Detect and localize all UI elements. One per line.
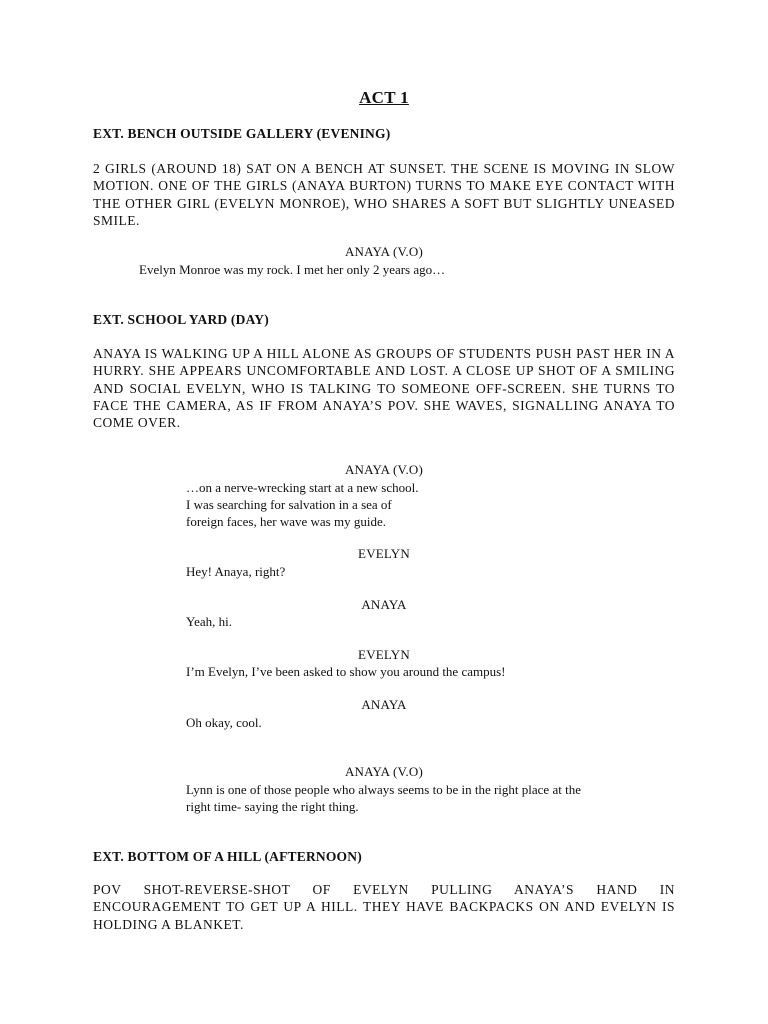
dialogue-line: Hey! Anaya, right? [186, 564, 286, 579]
character-name: ANAYA (V.O) [344, 462, 424, 477]
act-title: ACT 1 [359, 88, 409, 107]
character-name: ANAYA [361, 697, 407, 712]
dialogue-line: Evelyn Monroe was my rock. I met her only 2 years ago… [139, 262, 446, 277]
dialogue-line: I’m Evelyn, I’ve been asked to show you around the campus! [186, 664, 506, 679]
dialogue-line: …on a nerve-wrecking start at a new school. I was searching for salvation in a sea of foreign faces, her wave was my guide. [186, 480, 419, 529]
scene-action-1: 2 GIRLS (AROUND 18) SAT ON A BENCH AT SUNSET. THE SCENE IS MOVING IN SLOW MOTION. ONE OF THE GIRLS (ANAYA BURTON) TURNS TO MAKE EYE CONTACT WITH THE OTHER GIRL (EVELYN MONROE), WHO SHARES A SOFT BUT SLIGHTLY UNEASED SMILE. [93, 161, 675, 228]
character-name: EVELYN [358, 546, 410, 561]
dialogue-line: Yeah, hi. [186, 614, 232, 629]
scene-action-3: POV SHOT-REVERSE-SHOT OF EVELYN PULLING ANAYA’S HAND IN ENCOURAGEMENT TO GET UP A HILL. THEY HAVE BACKPACKS ON AND EVELYN IS HOLDING A BLANKET. [93, 882, 675, 932]
character-name: ANAYA (V.O) [344, 764, 424, 779]
scene-heading-1: EXT. BENCH OUTSIDE GALLERY (EVENING) [93, 126, 391, 141]
scene-action-2: ANAYA IS WALKING UP A HILL ALONE AS GROUPS OF STUDENTS PUSH PAST HER IN A HURRY. SHE APPEARS UNCOMFORTABLE AND LOST. A CLOSE UP SHOT OF A SMILING AND SOCIAL EVELYN, WHO IS TALKING TO SOMEONE OFF-SCREEN. SHE TURNS TO FACE THE CAMERA, AS IF FROM ANAYA’S POV. SHE WAVES, SIGNALLING ANAYA TO COME OVER. [93, 346, 675, 431]
dialogue-line: Oh okay, cool. [186, 715, 262, 730]
character-name: ANAYA [361, 597, 407, 612]
dialogue-line: Lynn is one of those people who always seems to be in the right place at the right time- saying the right thing. [186, 782, 581, 814]
scene-heading-2: EXT. SCHOOL YARD (DAY) [93, 312, 269, 327]
character-name: EVELYN [358, 647, 410, 662]
character-name: ANAYA (V.O) [344, 244, 424, 259]
scene-heading-3: EXT. BOTTOM OF A HILL (AFTERNOON) [93, 849, 362, 864]
